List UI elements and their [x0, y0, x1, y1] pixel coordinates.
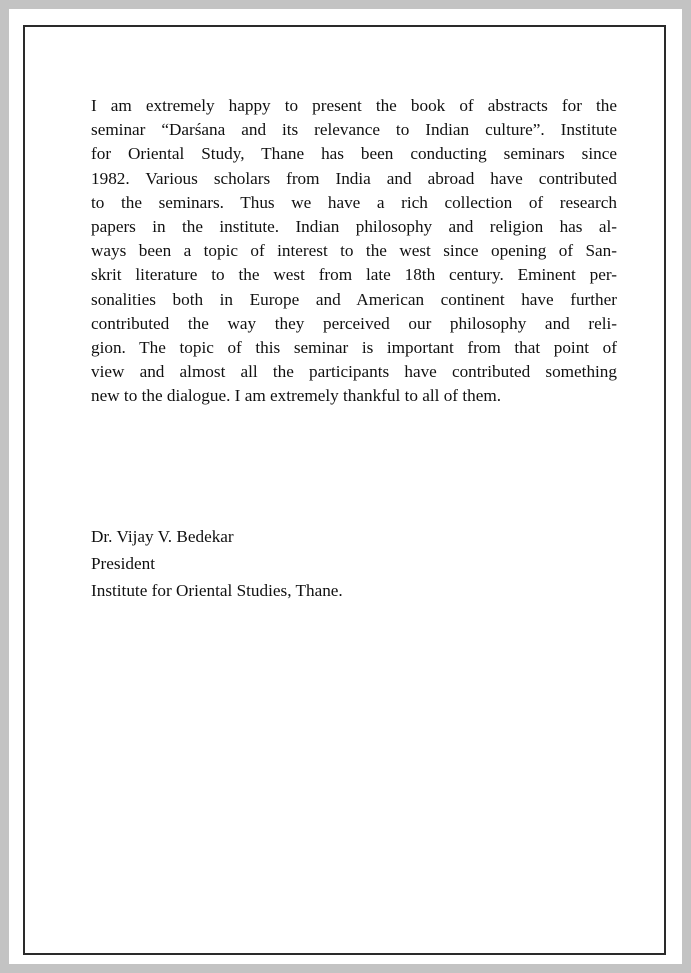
paragraph-line: sonalities both in Europe and American continent have further — [91, 289, 617, 309]
paragraph-line: for Oriental Study, Thane has been conducting seminars since — [91, 144, 617, 164]
paragraph-line: I am extremely happy to present the book of abstracts for the — [91, 96, 617, 115]
signatory-organization: Institute for Oriental Studies, Thane. — [91, 581, 343, 600]
signatory-name: Dr. Vijay V. Bedekar — [91, 527, 234, 546]
paragraph-line: skrit literature to the west from late 18th century. Eminent per- — [91, 265, 617, 285]
page-sheet — [9, 9, 682, 964]
paragraph-line: seminar “Darśana and its relevance to Indian culture”. Institute — [91, 120, 617, 140]
paragraph-line: ways been a topic of interest to the west since opening of San- — [91, 241, 617, 261]
foreword-paragraph — [91, 94, 617, 409]
paragraph-line: new to the dialogue. I am extremely thankful to all of them. — [91, 386, 501, 406]
signature-block — [91, 523, 343, 604]
paragraph-line: to the seminars. Thus we have a rich collection of research — [91, 192, 617, 212]
signatory-title: President — [91, 554, 155, 573]
paragraph-line: gion. The topic of this seminar is important from that point of — [91, 338, 617, 358]
paragraph-line: 1982. Various scholars from India and abroad have contributed — [91, 168, 617, 188]
paragraph-line: papers in the institute. Indian philosophy and religion has al- — [91, 217, 617, 237]
paragraph-line: view and almost all the participants have contributed something — [91, 362, 617, 382]
paragraph-line: contributed the way they perceived our philosophy and reli- — [91, 313, 617, 333]
